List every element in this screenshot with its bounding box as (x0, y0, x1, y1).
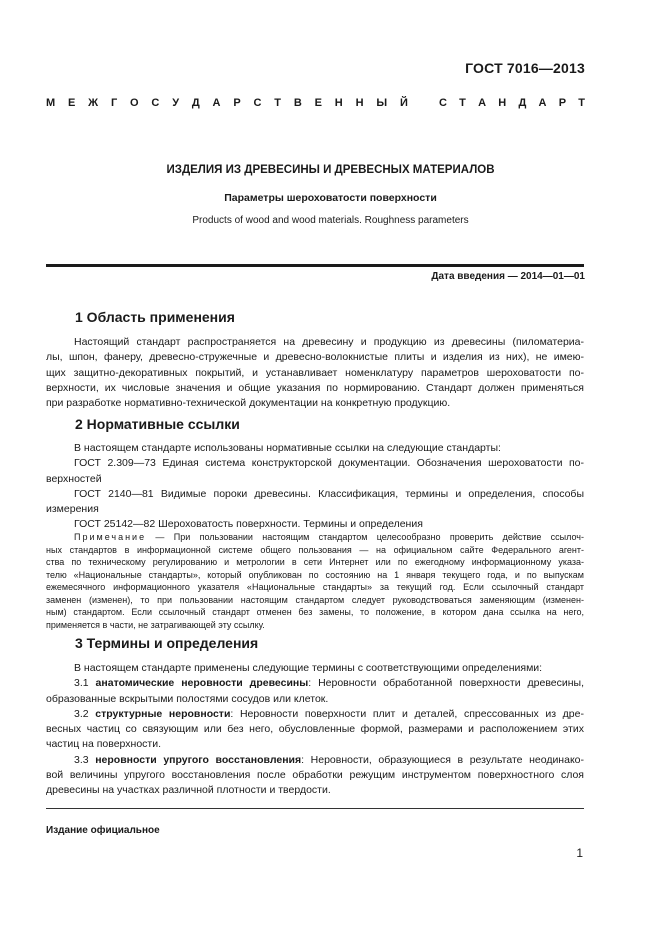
introduction-date: Дата введения — 2014—01—01 (431, 271, 585, 282)
banner-letter: В (293, 97, 302, 109)
term-number: 3.3 (74, 753, 96, 766)
term-line (46, 753, 584, 768)
banner-letter: Ж (88, 97, 99, 109)
section-2-references (46, 441, 584, 533)
interstate-standard-banner (46, 97, 585, 109)
banner-letter: А (538, 97, 547, 109)
standard-word (439, 97, 585, 109)
banner-letter: Т (274, 97, 282, 109)
banner-letter: Р (233, 97, 241, 109)
section-3-heading: 3 Термины и определения (75, 635, 259, 651)
page-number: 1 (576, 846, 583, 860)
section-2-heading: 2 Нормативные ссылки (75, 416, 240, 432)
banner-letter: А (478, 97, 487, 109)
banner-letter: Ы (376, 97, 388, 109)
banner-letter: Р (558, 97, 567, 109)
note-text: — При пользовании настоящим стандартом целесообразно проверить действие ссылоч- (146, 532, 584, 542)
term-line: частиц на поверхности. (46, 738, 161, 751)
note-line: заменен (изменен), то при пользовании настоящим стандартом следует руководствоваться заменяющим (изменен- (46, 594, 584, 605)
banner-letter: Т (578, 97, 585, 109)
term-definition: : Неровности обработанной поверхности древесины, (308, 677, 584, 690)
banner-letter: С (151, 97, 160, 109)
term-number: 3.2 (74, 707, 96, 720)
reference-line: верхностей (46, 472, 102, 485)
text-line: при разработке нормативно-технической документации на конкретную продукцию. (46, 397, 451, 410)
term-name: неровности упругого восстановления (95, 753, 302, 766)
footer-divider (46, 808, 584, 809)
banner-letter: Д (518, 97, 527, 109)
term-name: анатомические неровности древесины (95, 677, 309, 690)
banner-letter: М (46, 97, 56, 109)
text-line: верхности, их числовые значения и общие указания по нормированию. Стандарт должен применяться (46, 381, 584, 394)
note-block (46, 531, 584, 631)
text-line: щих защитно-декоративных покрытий, и устанавливает номенклатуру параметров шероховатости по- (46, 366, 584, 379)
note-line: применяется в части, не затрагивающей эту ссылку. (46, 619, 265, 630)
note-line: ным) стандартом. Если ссылочный стандарт отменен без замены, то положение, в котором дана ссылка на него, (46, 607, 584, 617)
banner-letter: У (172, 97, 180, 109)
banner-letter: Д (191, 97, 200, 109)
term-definition: : Неровности, образующиеся в результате неодинако- (301, 753, 584, 766)
document-subtitle: Параметры шероховатости поверхности (224, 192, 437, 204)
banner-letter: С (439, 97, 447, 109)
english-title: Products of wood and wood materials. Roughness parameters (192, 215, 469, 226)
term-line (46, 707, 584, 722)
note-line: ежемесячного информационного указателя «Национальные стандарты» за текущий год. Если ссылочный стандарт (46, 582, 584, 592)
note-line: телю «Национальные стандарты», который опубликован по состоянию на 1 января текущего года, и по выпускам (46, 569, 584, 580)
banner-letter: Й (399, 97, 408, 109)
text-line: Настоящий стандарт распространяется на древесину и продукцию из древесины (пиломатериа- (74, 336, 584, 348)
banner-letter: А (212, 97, 221, 109)
reference-line: измерения (46, 503, 99, 516)
text-line: В настоящем стандарте применены следующие термины с соответствующими определениями: (74, 662, 543, 674)
note-line (46, 531, 584, 544)
term-definition: : Неровности поверхности плит и деталей, спрессованных из дре- (230, 707, 584, 720)
official-edition-label: Издание официальное (46, 825, 160, 836)
interstate-word (46, 97, 408, 109)
banner-letter: О (130, 97, 139, 109)
banner-letter: Е (314, 97, 322, 109)
document-title: ИЗДЕЛИЯ ИЗ ДРЕВЕСИНЫ И ДРЕВЕСНЫХ МАТЕРИАЛОВ (166, 164, 495, 176)
term-line: древесины на участках различной плотности и твердости. (46, 784, 331, 797)
title-divider (46, 264, 584, 267)
banner-letter: Н (355, 97, 364, 109)
banner-letter: Е (68, 97, 76, 109)
term-line: весных частиц со связующим или без него, обусловленные формой, размерами и расположением этих (46, 723, 584, 736)
term-line (46, 676, 584, 691)
banner-letter: Н (334, 97, 343, 109)
term-name: структурные неровности (95, 707, 231, 720)
section-3-terms (46, 661, 584, 799)
note-line: ства по техническому регулированию и метрологии в сети Интернет или по ежегодному информационному указа- (46, 557, 584, 567)
banner-letter: Н (498, 97, 507, 109)
document-code: ГОСТ 7016—2013 (465, 60, 585, 76)
banner-letter: С (253, 97, 262, 109)
reference-line: ГОСТ 2.309—73 Единая система конструкторской документации. Обозначения шероховатости по- (74, 457, 584, 470)
note-line: ных стандартов в информационной системе общего пользования — на официальном сайте Федерального агент- (46, 544, 584, 555)
text-line: лы, шпон, фанеру, древесно-стружечные и древесно-волокнистые плиты и изделия из них), не имею- (46, 351, 584, 364)
reference-line: ГОСТ 25142—82 Шероховатость поверхности. Термины и определения (74, 518, 423, 531)
section-1-paragraph (46, 335, 584, 411)
term-line: вой величины упругого восстановления после обработки режущим инструментом поверхностного слоя (46, 769, 584, 782)
term-number: 3.1 (74, 677, 96, 690)
banner-letter: Г (110, 97, 118, 109)
term-line: образованные вскрытыми полостями сосудов или клеток. (46, 692, 329, 705)
note-label: Примечание (74, 532, 147, 542)
text-line: В настоящем стандарте использованы нормативные ссылки на следующие стандарты: (74, 442, 501, 454)
banner-letter: Т (459, 97, 466, 109)
reference-line: ГОСТ 2140—81 Видимые пороки древесины. Классификация, термины и определения, способы (74, 487, 584, 500)
section-1-heading: 1 Область применения (75, 309, 235, 325)
